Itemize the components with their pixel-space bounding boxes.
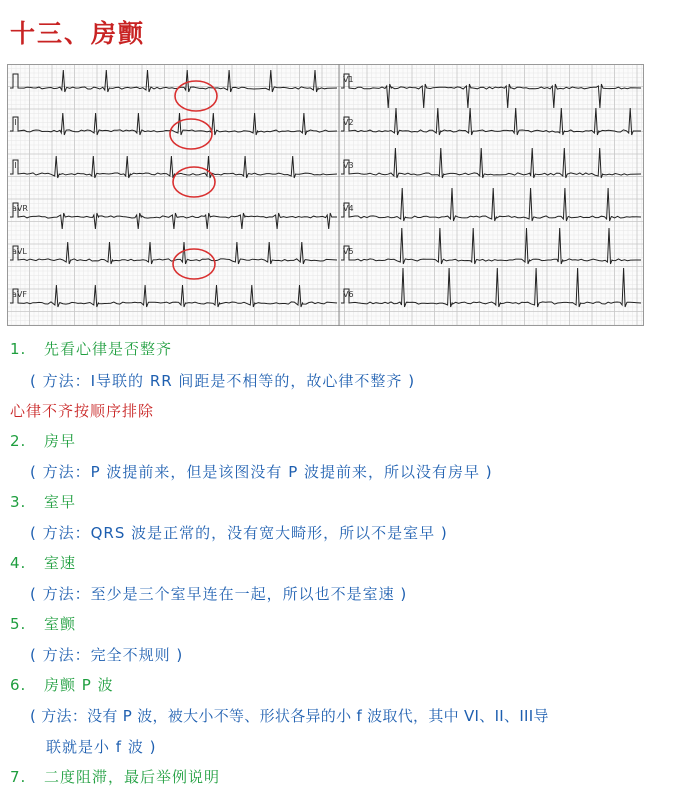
ecg-figure — [7, 64, 644, 326]
step-2-title: 房早 — [44, 432, 77, 450]
page-title: 十三、房颤 — [10, 19, 146, 48]
step-3-title: 室早 — [44, 493, 77, 511]
step-4-title: 室速 — [44, 554, 77, 572]
ecg-lead-label-v5: V5 — [343, 247, 354, 256]
step-6 — [10, 674, 114, 695]
step-5-number: 5. — [10, 615, 27, 633]
step-5-method: ( 方法：完全不规则 ) — [30, 646, 184, 664]
ecg-lead-label-v3: V3 — [343, 161, 354, 170]
f-wave-highlight-circle-2 — [170, 119, 212, 149]
step-7-title: 二度阻滞，最后举例说明 — [44, 768, 221, 786]
step-2-number: 2. — [10, 432, 27, 450]
ecg-grid-minor — [7, 64, 644, 326]
step-7 — [10, 766, 220, 787]
step-1-number: 1. — [10, 340, 27, 358]
step-5-title: 室颤 — [44, 615, 77, 633]
step-6-title: 房颤 P 波 — [44, 676, 114, 694]
step-1 — [10, 338, 172, 359]
ecg-trace-v2 — [341, 108, 641, 135]
step-3-number: 3. — [10, 493, 27, 511]
ecg-lead-label-avl: aVL — [12, 247, 27, 256]
step-6-number: 6. — [10, 676, 27, 694]
ecg-lead-label-v1: V1 — [343, 75, 354, 84]
ecg-border — [8, 65, 644, 326]
ecg-lead-label-i: I — [12, 75, 15, 84]
ecg-lead-label-v4: V4 — [343, 204, 354, 213]
ecg-trace-v5 — [341, 228, 641, 264]
ecg-lead-label-v2: V2 — [343, 118, 354, 127]
ecg-trace-v6 — [341, 268, 641, 307]
step-3 — [10, 491, 76, 512]
f-wave-highlight-circle-4 — [173, 249, 215, 279]
step-2 — [10, 430, 76, 451]
ecg-trace-v4 — [341, 188, 641, 221]
ecg-lead-label-avf: aVF — [12, 290, 27, 299]
ecg-strip-chart — [7, 64, 644, 326]
step-4-method: ( 方法：至少是三个室早连在一起，所以也不是室速 ) — [30, 585, 408, 603]
step-4 — [10, 552, 76, 573]
ecg-lead-label-v6: V6 — [343, 290, 354, 299]
exclusion-note: 心律不齐按顺序排除 — [10, 402, 155, 420]
step-4-number: 4. — [10, 554, 27, 572]
f-wave-highlight-circle-3 — [173, 167, 215, 197]
ecg-lead-label-iii: III — [12, 161, 20, 170]
ecg-lead-label-ii: II — [12, 118, 17, 127]
ecg-grid-major — [7, 64, 644, 326]
step-6-method-continued: 联就是小 f 波 ) — [46, 738, 157, 756]
step-3-method: ( 方法：QRS 波是正常的，没有宽大畸形，所以不是室早 ) — [30, 524, 448, 542]
step-1-title: 先看心律是否整齐 — [44, 340, 173, 358]
step-1-method: ( 方法：I导联的 RR 间距是不相等的，故心律不整齐 ) — [30, 372, 416, 390]
step-6-method: ( 方法：没有 P 波，被大小不等、形状各异的小 f 波取代，其中 VI、II、III导 — [30, 707, 549, 725]
ecg-lead-label-avr: aVR — [12, 204, 28, 213]
step-7-number: 7. — [10, 768, 27, 786]
step-2-method: ( 方法：P 波提前来，但是该图没有 P 波提前来，所以没有房早 ) — [30, 463, 493, 481]
step-5 — [10, 613, 76, 634]
